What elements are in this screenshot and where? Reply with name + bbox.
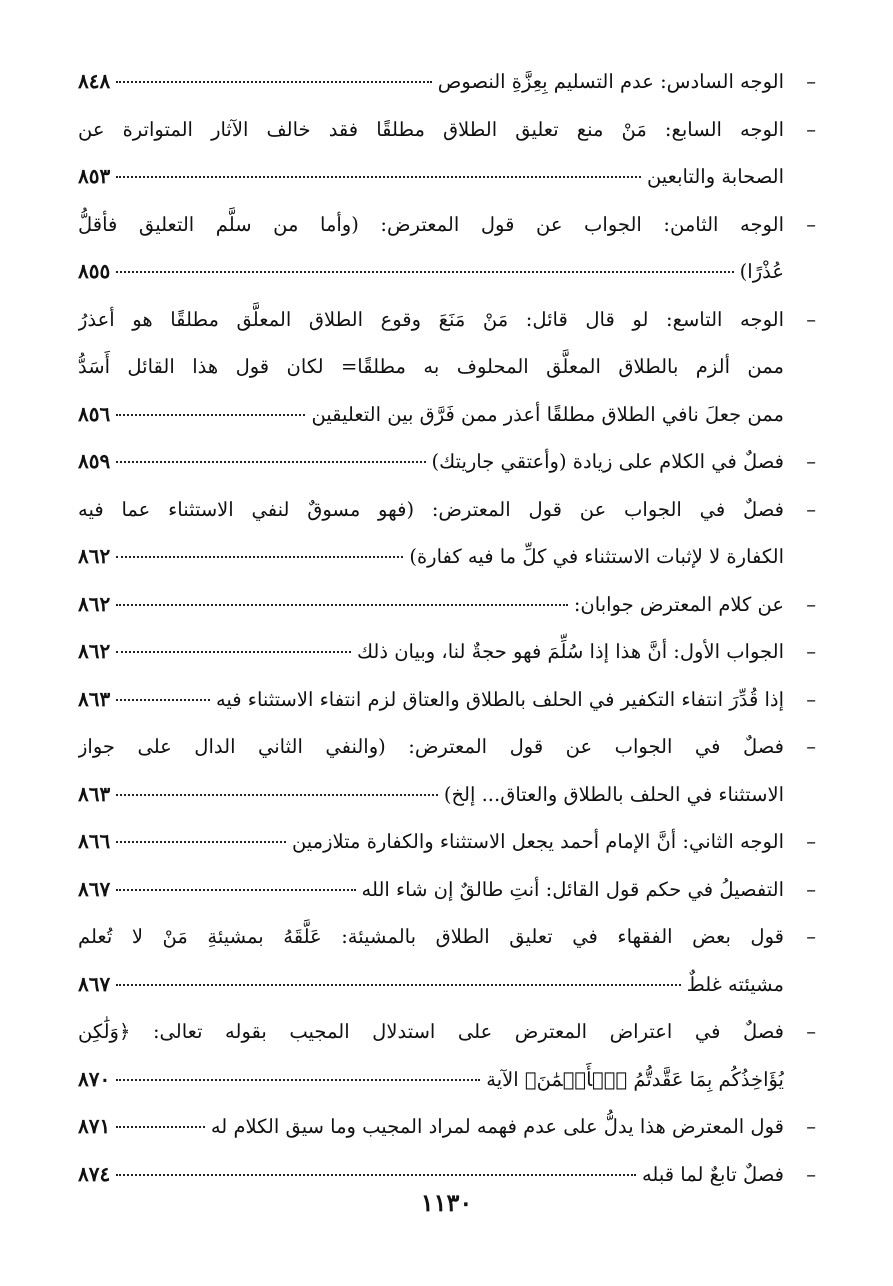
dot-leader: [116, 889, 355, 891]
toc-entry-text: – الوجه السادس: عدم التسليم بِعِزَّةِ النصوص: [437, 70, 784, 93]
toc-page-number: ٨٦٧: [78, 971, 111, 996]
toc-page-number: ٨٧١: [78, 1114, 111, 1138]
toc-entry-line: [78, 438, 784, 486]
toc-entry-text: – فصلٌ تابعٌ لما قبله: [641, 1162, 784, 1186]
toc-entry: [78, 866, 816, 914]
dot-leader: [116, 1079, 480, 1081]
toc-entry-line: [78, 771, 784, 819]
dot-leader: [116, 651, 351, 653]
dot-leader: [116, 604, 568, 606]
toc-page-number: ٨٦٣: [78, 686, 111, 711]
toc-entry: [78, 1103, 816, 1151]
toc-entry-text: الوجه الثامن: الجواب عن قول المعترض: (وأما من سلَّم التعليق فأقلُّ: [78, 212, 784, 236]
toc-entry: [78, 106, 816, 201]
toc-page-number: ٨٤٨: [78, 69, 111, 93]
toc-entry: [78, 628, 816, 676]
dot-leader: [116, 1126, 205, 1128]
toc-entry-line: [78, 153, 784, 201]
toc-entry-line: [78, 343, 784, 391]
toc-entry-text: فصلٌ في اعتراض المعترض على استدلال المجيب بقوله تعالى: ﴿وَلَٰكِن: [78, 1020, 784, 1043]
toc-entry: [78, 486, 816, 581]
toc-entry-line: [78, 106, 784, 154]
dot-leader: [116, 841, 286, 843]
toc-entry: [78, 438, 816, 486]
toc-entry: [78, 913, 816, 1008]
toc-entry-text: – التفصيلُ في حكم قول القائل: أنتِ طالقٌ إن شاء الله: [361, 877, 784, 901]
toc-entry-line: [78, 1103, 784, 1151]
toc-entry-line: [78, 533, 784, 581]
dot-leader: [116, 699, 210, 701]
dot-leader: [116, 414, 305, 416]
toc-entry-text: – قول المعترض هذا يدلُّ على عدم فهمه لمراد المجيب وما سيق الكلام له: [210, 1115, 784, 1138]
toc-entry-line: [78, 1008, 784, 1056]
toc-entry-text: الصحابة والتابعين: [646, 165, 784, 188]
toc-entry-text: يُؤَاخِذُكُم بِمَا عَقَّدتُّمُ ٱلۡأَيۡمَٰنَ﴾ الآية: [486, 1067, 784, 1091]
toc-entry-text: الوجه التاسع: لو قال قائل: مَنْ مَنَعَ وقوع الطلاق المعلَّق مطلقًا هو أعذرُ: [78, 307, 784, 331]
page-number: ١١٣٠: [420, 1188, 473, 1217]
toc-entry-line: [78, 486, 784, 534]
toc-entry-text: الكفارة لا لإثبات الاستثناء في كلِّ ما فيه كفارة): [409, 545, 784, 568]
dot-leader: [116, 984, 680, 986]
toc-entry: [78, 676, 816, 724]
toc-entry-text: ممن جعلَ نافي الطلاق مطلقًا أعذر ممن فَرَّق بين التعليقين: [311, 402, 784, 426]
toc-entry-text: – الوجه الثاني: أنَّ الإمام أحمد يجعل الاستثناء والكفارة متلازمين: [291, 830, 784, 853]
toc-page-number: ٨٦٣: [78, 781, 111, 806]
toc-entry-text: الوجه السابع: مَنْ منع تعليق الطلاق مطلقًا فقد خالف الآثار المتواترة عن: [78, 117, 784, 141]
toc-entry-line: [78, 866, 784, 914]
toc-entry-line: [78, 913, 784, 961]
toc-page-number: ٨٦٢: [78, 544, 111, 568]
toc-page-number: ٨٦٢: [78, 591, 111, 616]
toc-entry-text: ممن ألزم بالطلاق المعلَّق المحلوف به مطلقًا= لكان قول هذا القائل أَسَدُّ: [78, 355, 784, 378]
toc-entry-line: [78, 723, 784, 771]
toc-entry-text: عُذْرًا): [739, 260, 784, 283]
toc-entry: [78, 581, 816, 629]
toc-entry-text: فصلٌ في الجواب عن قول المعترض: (والنفي الثاني الدال على جواز: [78, 735, 784, 758]
toc-entry-text: فصلٌ في الجواب عن قول المعترض: (فهو مسوقٌ لنفي الاستثناء عما فيه: [78, 497, 784, 521]
toc-entry-line: [78, 628, 784, 676]
toc-entry-line: [78, 296, 784, 344]
toc-entry-line: [78, 676, 784, 724]
dot-leader: [116, 271, 733, 273]
toc-entry-line: [78, 961, 784, 1009]
toc-page-number: ٨٥٩: [78, 449, 111, 473]
toc-page-number: ٨٦٦: [78, 829, 111, 853]
table-of-contents: [78, 58, 816, 1198]
toc-entry: [78, 818, 816, 866]
toc-entry-text: الاستثناء في الحلف بالطلاق والعتاق... إلخ): [443, 782, 784, 806]
dot-leader: [116, 176, 641, 178]
toc-entry-text: – الجواب الأول: أنَّ هذا إذا سُلِّمَ فهو حجةٌ لنا، وبيان ذلك: [356, 640, 784, 663]
toc-entry-text: قول بعض الفقهاء في تعليق الطلاق بالمشيئة: عَلَّقَهُ بمشيئةِ مَنْ لا تُعلم: [78, 925, 784, 948]
dot-leader: [116, 461, 425, 463]
toc-entry-line: [78, 391, 784, 439]
toc-entry: [78, 296, 816, 439]
toc-page-number: ٨٧٤: [78, 1161, 111, 1186]
toc-page-number: ٨٦٢: [78, 639, 111, 663]
toc-entry: [78, 201, 816, 296]
toc-page-number: ٨٥٥: [78, 259, 111, 283]
toc-entry: [78, 58, 816, 106]
toc-entry-text: مشيئته غلطٌ: [686, 972, 784, 996]
toc-entry-line: [78, 581, 784, 629]
toc-entry: [78, 1008, 816, 1103]
toc-page-number: ٨٥٣: [78, 164, 111, 188]
toc-entry-text: – فصلٌ في الكلام على زيادة (وأعتقي جاريتك): [431, 450, 784, 473]
dot-leader: [116, 794, 438, 796]
toc-page-number: ٨٦٧: [78, 876, 111, 901]
toc-entry-line: [78, 818, 784, 866]
toc-page-number: ٨٧٠: [78, 1066, 111, 1091]
toc-entry-line: [78, 1056, 784, 1104]
toc-entry-text: – إذا قُدِّرَ انتفاء التكفير في الحلف بالطلاق والعتاق لزم انتفاء الاستثناء فيه: [215, 687, 784, 711]
toc-entry: [78, 723, 816, 818]
dot-leader: [116, 556, 403, 558]
dot-leader: [116, 81, 432, 83]
toc-entry-line: [78, 248, 784, 296]
toc-entry-line: [78, 58, 784, 106]
toc-entry-text: – عن كلام المعترض جوابان:: [573, 592, 784, 616]
toc-page-number: ٨٥٦: [78, 401, 111, 426]
toc-entry-line: [78, 201, 784, 249]
dot-leader: [116, 1174, 636, 1176]
